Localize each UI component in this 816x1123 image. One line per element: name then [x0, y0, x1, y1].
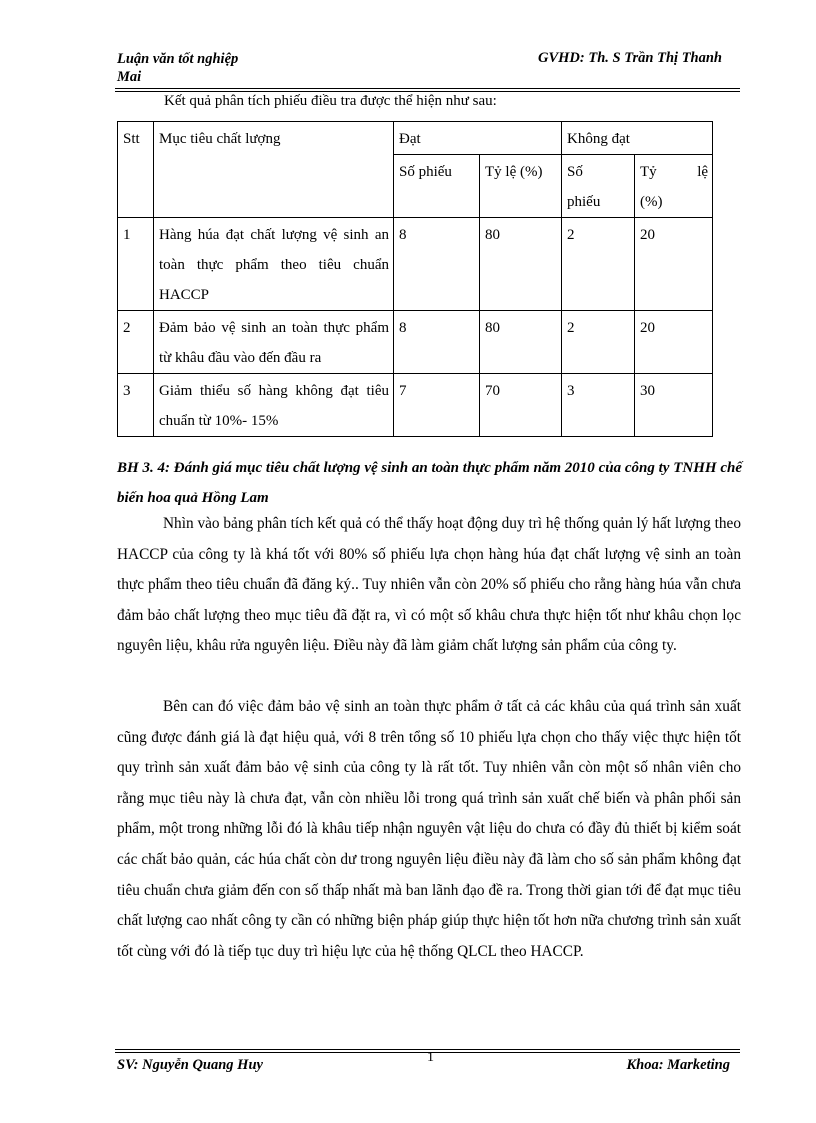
header-thesis-label: [117, 50, 238, 86]
paragraph-1: Nhìn vào bảng phân tích kết quả có thể thấy hoạt động duy trì hệ thống quản lý hất lượng theo HACCP của công ty là khá tốt với 80% số phiếu lựa chọn hàng húa đạt chất lượng vệ sinh an toàn thực phẩm theo tiêu chuẩn đã đăng ký.. Tuy nhiên vẫn còn 20% số phiếu cho rằng hàng húa vẫn chưa đảm bảo chất lượng theo mục tiêu đã đặt ra, vì có một số khâu chưa thực hiện tốt như khâu chọn lọc nguyên liệu, khâu rửa nguyên liệu. Điều này đã làm giảm chất lượng sản phẩm của công ty.: [117, 515, 741, 655]
survey-table: [117, 121, 713, 437]
table-caption: BH 3. 4: Đánh giá mục tiêu chất lượng vệ sinh an toàn thực phẩm năm 2010 của công ty TNHH chế biến hoa quả Hồng Lam: [117, 460, 742, 506]
paragraph-2: Bên can đó việc đảm bảo vệ sinh an toàn thực phẩm ở tất cả các khâu của quá trình sản xuất cũng được đánh giá là đạt hiệu quả, với 8 trên tổng số 10 phiếu lựa chọn cho thấy việc thực hiện tốt quy trình sản xuất đảm bảo vệ sinh của công ty là rất tốt. Tuy nhiên vẫn còn một số nhân viên cho rằng mục tiêu này là chưa đạt, vẫn còn nhiều lỗi trong quá trình sản xuất chế biến và phân phối sản phẩm, một trong những lỗi đó là khâu tiếp nhận nguyên vật liệu do chưa có đầy đủ thiết bị kiểm soát các chất bảo quản, các húa chất còn dư trong nguyên liệu điều này đã làm cho số sản phẩm không đạt tiêu chuẩn chưa giảm đến con số thấp nhất mà ban lãnh đạo đề ra. Trong thời gian tới để đạt mục tiêu chất lượng cao nhất công ty cần có những biện pháp giúp thực hiện tốt hơn nữa chương trình sản xuất tốt cùng với đó là tiếp tục duy trì hiệu lực của hệ thống QLCL theo HACCP.: [117, 698, 741, 960]
le-label: lệ: [697, 164, 709, 180]
col-khong-dat: Không đạt: [562, 122, 713, 155]
cell-kd-tl: 30: [635, 374, 713, 437]
table-row: [118, 374, 713, 437]
cell-dat-so: 8: [394, 218, 480, 311]
cell-dat-so: 7: [394, 374, 480, 437]
cell-stt: 1: [118, 218, 154, 311]
table-row: [118, 311, 713, 374]
header-left-text: Luận văn tốt nghiệp: [117, 51, 239, 67]
cell-kd-so: 3: [562, 374, 635, 437]
col-muc-tieu: Mục tiêu chất lượng: [154, 122, 394, 218]
col-dat-ty-le: Tỷ lệ (%): [480, 155, 562, 218]
pct-label: (%): [640, 194, 663, 210]
header-left-cont: Mai: [117, 69, 142, 85]
col-kd-so-phieu: [562, 155, 635, 218]
header-rule: [115, 88, 740, 89]
cell-muc-tieu: Hàng húa đạt chất lượng vệ sinh an toàn thực phẩm theo tiêu chuẩn HACCP: [154, 218, 394, 311]
ty-label: Tỷ: [640, 164, 657, 180]
header-advisor: GVHD: Th. S Trần Thị Thanh: [538, 50, 722, 66]
cell-kd-tl: 20: [635, 311, 713, 374]
cell-dat-tl: 80: [480, 218, 562, 311]
cell-muc-tieu: Giảm thiểu số hàng không đạt tiêu chuẩn từ 10%- 15%: [154, 374, 394, 437]
table-row: [118, 218, 713, 311]
page-number: 1: [427, 1050, 434, 1065]
so-label: Số: [567, 164, 583, 180]
col-dat: Đạt: [394, 122, 562, 155]
col-stt: Stt: [118, 122, 154, 218]
footer-faculty: Khoa: Marketing: [626, 1057, 730, 1073]
cell-stt: 3: [118, 374, 154, 437]
cell-dat-tl: 70: [480, 374, 562, 437]
col-dat-so-phieu: Số phiếu: [394, 155, 480, 218]
intro-text: Kết quả phân tích phiếu điều tra được thể hiện như sau:: [164, 93, 497, 109]
cell-dat-so: 8: [394, 311, 480, 374]
cell-kd-so: 2: [562, 218, 635, 311]
cell-stt: 2: [118, 311, 154, 374]
phieu-label: phiếu: [567, 194, 601, 210]
col-kd-ty-le: [635, 155, 713, 218]
cell-kd-tl: 20: [635, 218, 713, 311]
cell-dat-tl: 80: [480, 311, 562, 374]
footer-student: SV: Nguyễn Quang Huy: [117, 1057, 263, 1073]
cell-kd-so: 2: [562, 311, 635, 374]
header-rule-2: [115, 91, 740, 92]
cell-muc-tieu: Đảm bảo vệ sinh an toàn thực phẩm từ khâu đầu vào đến đầu ra: [154, 311, 394, 374]
table-header-row: [118, 122, 713, 155]
